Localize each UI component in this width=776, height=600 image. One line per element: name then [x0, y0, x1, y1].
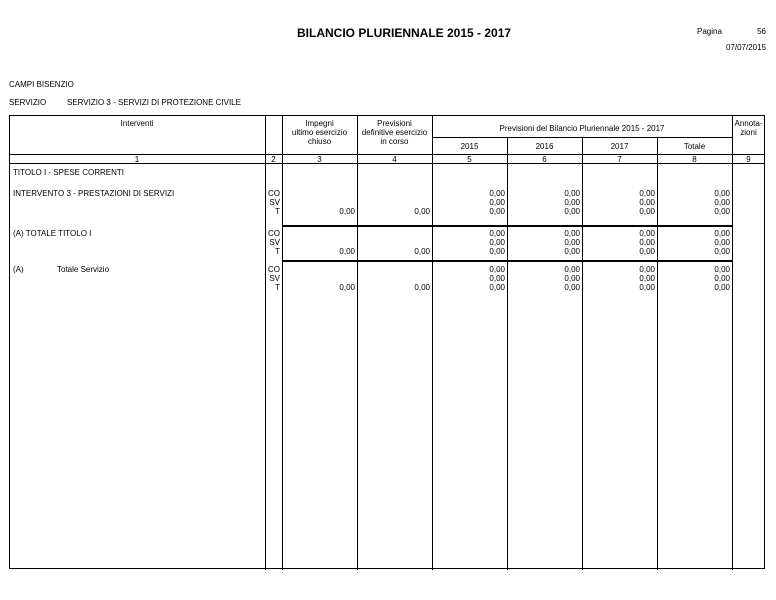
previsioni-total: 0,00 — [414, 207, 430, 216]
col-line — [265, 115, 266, 570]
value-cell: 0,00 — [564, 229, 580, 238]
previsioni-line-2: definitive esercizio — [361, 128, 428, 137]
col-line — [507, 137, 508, 570]
value-cell: 0,00 — [639, 247, 655, 256]
col-header-annotazioni — [732, 119, 765, 137]
col-header-totale: Totale — [683, 142, 706, 151]
servizio-value: SERVIZIO 3 - SERVIZI DI PROTEZIONE CIVILE — [67, 98, 241, 107]
servizio-label: SERVIZIO — [9, 98, 47, 107]
col-number: 8 — [692, 155, 697, 164]
value-cell: 0,00 — [489, 229, 505, 238]
value-cell: 0,00 — [489, 274, 505, 283]
value-cell: 0,00 — [564, 207, 580, 216]
impegni-line-1: Impegni — [305, 119, 334, 128]
totale-titolo-line — [282, 225, 732, 227]
col-header-impegni — [282, 119, 357, 146]
impegni-total: 0,00 — [339, 247, 355, 256]
intervento-label: INTERVENTO 3 - PRESTAZIONI DI SERVIZI — [13, 189, 175, 198]
value-cell: 0,00 — [564, 247, 580, 256]
impegni-total: 0,00 — [339, 283, 355, 292]
value-cell: 0,00 — [564, 198, 580, 207]
value-cell: 0,00 — [489, 283, 505, 292]
header-subline — [432, 137, 732, 138]
impegni-line-2: ultimo esercizio — [291, 128, 348, 137]
col-line — [357, 115, 358, 570]
value-cell: 0,00 — [489, 238, 505, 247]
value-cell: 0,00 — [639, 283, 655, 292]
col-number: 1 — [134, 155, 140, 164]
annotazioni-line-2: zioni — [740, 128, 757, 137]
value-cell: 0,00 — [639, 265, 655, 274]
value-cell: 0,00 — [714, 198, 730, 207]
value-cell: 0,00 — [489, 265, 505, 274]
value-cell: 0,00 — [639, 198, 655, 207]
value-cell: 0,00 — [639, 189, 655, 198]
totale-servizio-line — [282, 260, 732, 262]
value-cell: 0,00 — [639, 274, 655, 283]
col-number: 4 — [392, 155, 397, 164]
col-line — [657, 137, 658, 570]
col-line — [732, 115, 733, 570]
previsioni-total: 0,00 — [414, 283, 430, 292]
col-header-interventi: Interventi — [120, 119, 154, 128]
totale-titolo-label: (A) TOTALE TITOLO I — [13, 229, 92, 238]
value-cell: 0,00 — [489, 198, 505, 207]
col-line — [432, 115, 433, 570]
page-label: Pagina — [697, 27, 722, 36]
report-date: 07/07/2015 — [725, 43, 766, 52]
value-cell: 0,00 — [489, 207, 505, 216]
value-cell: 0,00 — [489, 189, 505, 198]
row-code: CO — [268, 265, 280, 274]
col-number: 9 — [746, 155, 751, 164]
col-header-previsioni-bilancio: Previsioni del Bilancio Pluriennale 2015 - 2017 — [499, 124, 665, 133]
row-code: T — [275, 283, 280, 292]
value-cell: 0,00 — [564, 189, 580, 198]
col-header-2017: 2017 — [610, 142, 629, 151]
value-cell: 0,00 — [714, 238, 730, 247]
col-header-previsioni — [357, 119, 432, 146]
col-number: 3 — [317, 155, 322, 164]
row-code: SV — [269, 198, 280, 207]
col-number: 5 — [467, 155, 472, 164]
col-number: 2 — [271, 155, 276, 164]
col-header-2016: 2016 — [535, 142, 554, 151]
row-code: CO — [268, 229, 280, 238]
previsioni-total: 0,00 — [414, 247, 430, 256]
value-cell: 0,00 — [639, 207, 655, 216]
value-cell: 0,00 — [714, 283, 730, 292]
totale-servizio-code: (A) — [13, 265, 24, 274]
totale-servizio-label: Totale Servizio — [57, 265, 110, 274]
row-code: T — [275, 247, 280, 256]
value-cell: 0,00 — [564, 238, 580, 247]
previsioni-line-1: Previsioni — [377, 119, 412, 128]
value-cell: 0,00 — [639, 238, 655, 247]
value-cell: 0,00 — [714, 229, 730, 238]
col-number: 7 — [617, 155, 622, 164]
page-number: 56 — [757, 27, 766, 36]
impegni-total: 0,00 — [339, 207, 355, 216]
value-cell: 0,00 — [489, 247, 505, 256]
value-cell: 0,00 — [564, 274, 580, 283]
col-line — [282, 115, 283, 570]
ente-name: CAMPI BISENZIO — [9, 80, 74, 89]
col-header-2015: 2015 — [460, 142, 479, 151]
col-line — [582, 137, 583, 570]
value-cell: 0,00 — [714, 207, 730, 216]
table-frame — [9, 115, 765, 569]
previsioni-line-3: in corso — [380, 137, 409, 146]
value-cell: 0,00 — [714, 274, 730, 283]
value-cell: 0,00 — [639, 229, 655, 238]
titolo-label: TITOLO I - SPESE CORRENTI — [13, 168, 124, 177]
report-title: BILANCIO PLURIENNALE 2015 - 2017 — [297, 26, 512, 40]
annotazioni-line-1: Annota- — [734, 119, 763, 128]
value-cell: 0,00 — [564, 265, 580, 274]
row-code: SV — [269, 274, 280, 283]
value-cell: 0,00 — [714, 265, 730, 274]
row-code: CO — [268, 189, 280, 198]
row-code: T — [275, 207, 280, 216]
impegni-line-3: chiuso — [307, 137, 332, 146]
value-cell: 0,00 — [714, 189, 730, 198]
value-cell: 0,00 — [564, 283, 580, 292]
col-number: 6 — [542, 155, 547, 164]
row-code: SV — [269, 238, 280, 247]
value-cell: 0,00 — [714, 247, 730, 256]
